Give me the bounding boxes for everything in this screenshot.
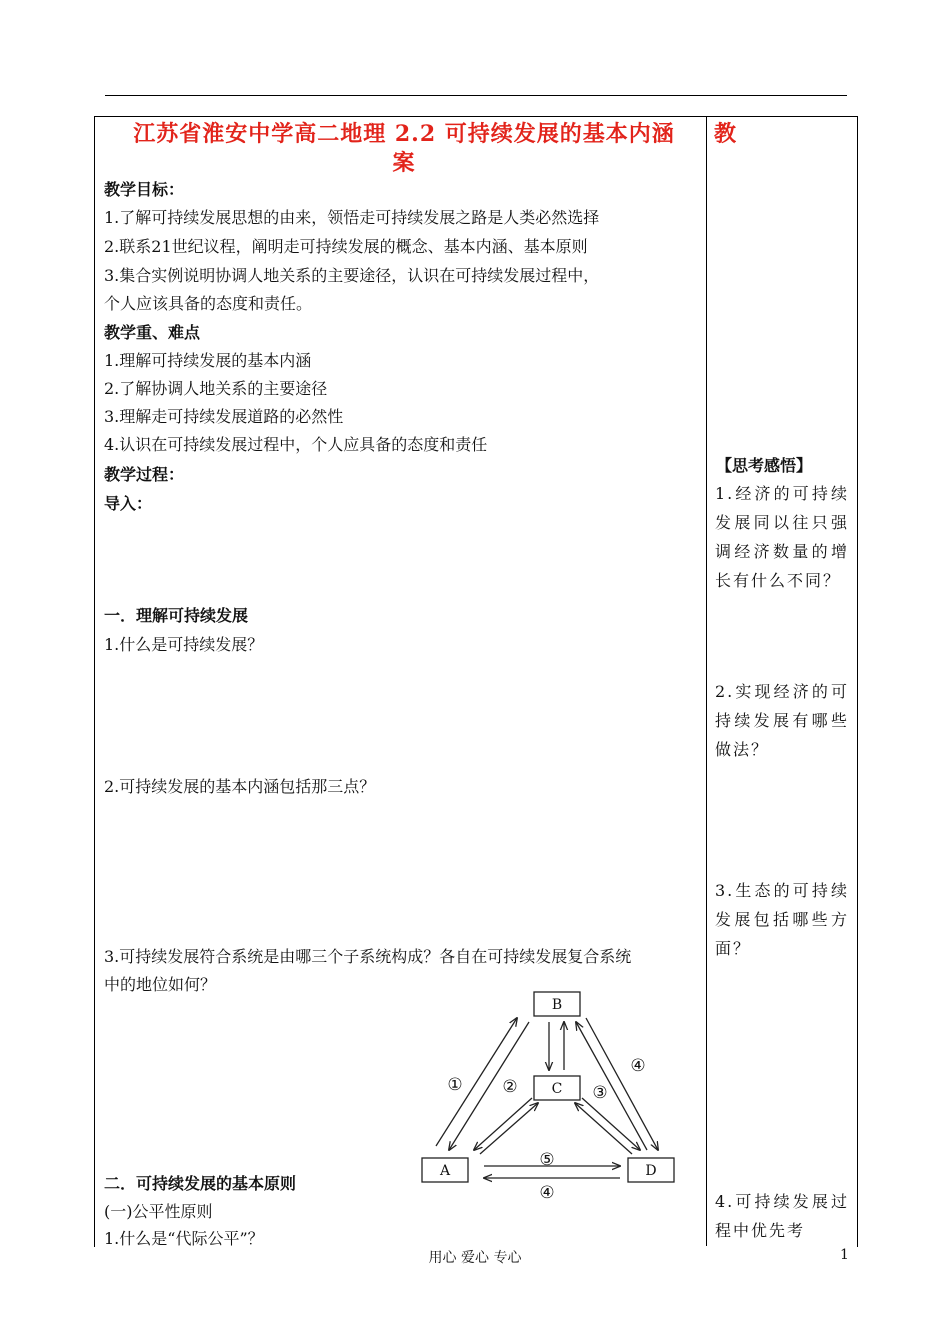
node-a-label: A	[439, 1163, 451, 1179]
key-point-item: 1.理解可持续发展的基本内涵	[104, 351, 312, 370]
arrow-c-to-d	[582, 1098, 640, 1150]
node-b-label: B	[551, 997, 563, 1013]
arrow-d-to-b	[576, 1022, 647, 1150]
section2-heading: 二．可持续发展的基本原则	[104, 1174, 297, 1193]
arrow-label: ②	[502, 1077, 518, 1097]
arrow-label: ④	[630, 1056, 646, 1076]
column-divider	[706, 116, 707, 1246]
sidebar-question: 3.生态的可持续发展包括哪些方面？	[715, 881, 849, 958]
sidebar-question: 2.实现经济的可持续发展有哪些做法？	[715, 682, 849, 759]
question: 2.可持续发展的基本内涵包括那三点？	[104, 777, 376, 796]
node-c-label: C	[551, 1081, 563, 1097]
process-heading: 教学过程：	[104, 465, 185, 484]
goal-item: 3.集合实例说明协调人地关系的主要途径，认识在可持续发展过程中，	[104, 266, 600, 285]
header-rule	[105, 95, 847, 96]
goal-item: 2.联系21世纪议程，阐明走可持续发展的概念、基本内涵、基本原则	[104, 237, 588, 256]
goals-heading: 教学目标：	[104, 180, 185, 199]
node-d-label: D	[645, 1163, 657, 1179]
arrow-label: ④	[539, 1183, 555, 1203]
system-relation-diagram	[404, 982, 680, 1208]
arrow-label: ⑤	[539, 1150, 555, 1170]
question: 1.什么是可持续发展？	[104, 635, 264, 654]
key-point-item: 2.了解协调人地关系的主要途径	[104, 379, 328, 398]
goal-item: 1.了解可持续发展思想的由来，领悟走可持续发展之路是人类必然选择	[104, 208, 600, 227]
arrow-d-to-c	[575, 1103, 632, 1154]
question: 3.可持续发展符合系统是由哪三个子系统构成？各自在可持续发展复合系统	[104, 947, 632, 966]
sidebar-question: 1.经济的可持续发展同以往只强调经济数量的增长有什么不同？	[715, 484, 849, 590]
subsection-heading: (一)公平性原则	[104, 1202, 213, 1221]
sidebar-heading: 【思考感悟】	[716, 456, 813, 475]
arrow-label: ①	[447, 1075, 463, 1095]
question: 中的地位如何？	[104, 975, 217, 994]
page-number: 1	[840, 1247, 849, 1263]
footer-motto: 用心 爱心 专心	[428, 1250, 522, 1266]
key-point-item: 4.认识在可持续发展过程中，个人应具备的态度和责任	[104, 435, 488, 454]
title-continuation: 教	[714, 121, 737, 147]
arrow-label: ③	[592, 1083, 608, 1103]
sidebar-question: 4.可持续发展过程中优先考	[715, 1192, 849, 1240]
section1-heading: 一．理解可持续发展	[104, 606, 249, 625]
question: 1.什么是“代际公平”？	[104, 1229, 264, 1248]
key-point-item: 3.理解走可持续发展道路的必然性	[104, 407, 344, 426]
arrow-c-to-a	[474, 1098, 532, 1150]
intro-heading: 导入：	[104, 494, 153, 513]
key-points-heading: 教学重、难点	[104, 323, 201, 342]
document-title: 江苏省淮安中学高二地理 2.2 可持续发展的基本内涵 案	[133, 121, 675, 176]
goal-item: 个人应该具备的态度和责任。	[104, 294, 313, 313]
arrow-a-to-c	[480, 1103, 538, 1154]
